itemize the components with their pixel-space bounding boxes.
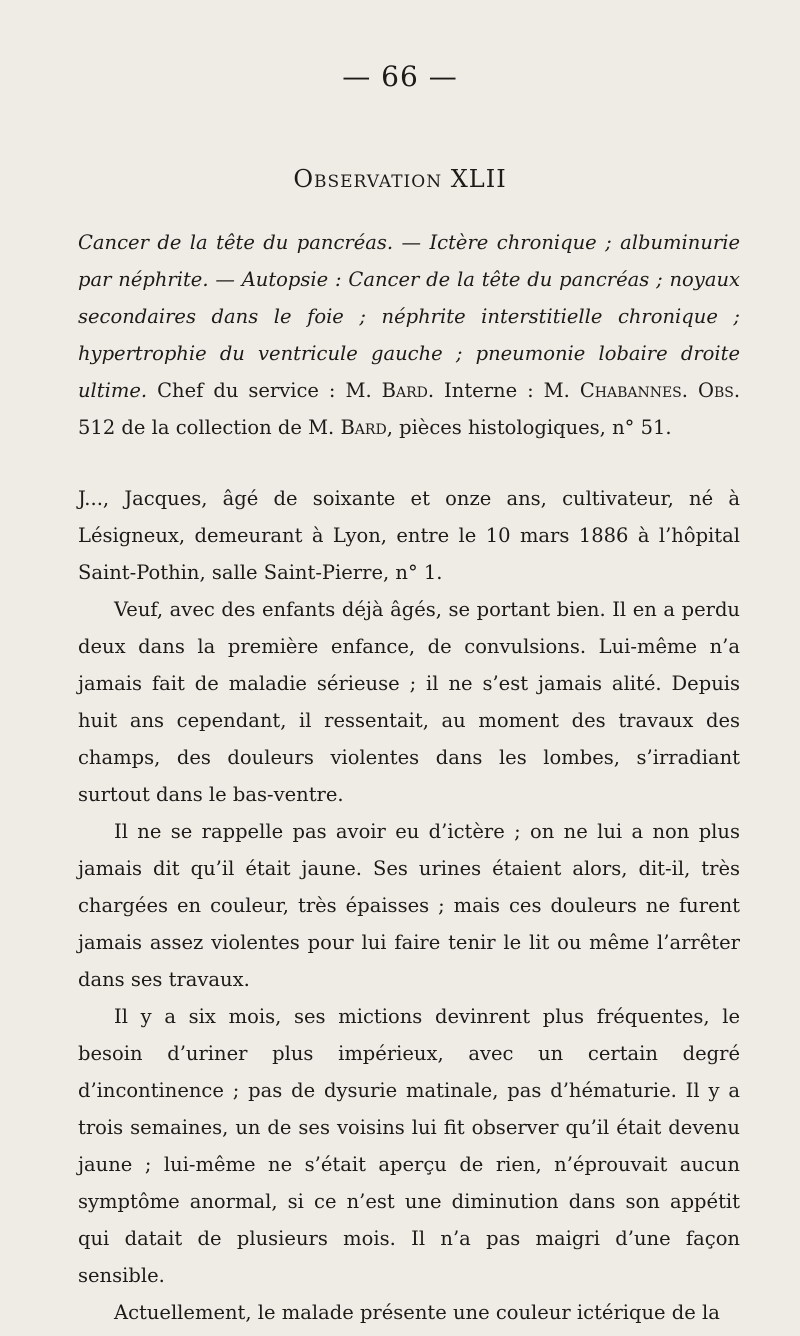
page-number: — 66 — xyxy=(342,60,458,93)
observation-heading: Observation XLII xyxy=(293,165,507,193)
paragraph: Veuf, avec des enfants déjà âgés, se portant bien. Il en a perdu deux dans la première enfance, de convulsions. Lui-même n’a jamais fait de maladie sérieuse ; il ne s’est jamais alité. Depuis huit ans cependant, il ressentait, au moment des travaux des champs, des douleurs violentes dans les lombes, s’irradiant surtout dans le bas-ventre. xyxy=(78,598,740,806)
chef-name: Bard xyxy=(381,379,428,402)
observation-summary xyxy=(78,224,740,446)
observation-body xyxy=(78,480,740,1331)
obs-text: 512 de la collection de M. xyxy=(78,416,335,439)
interne-label: . Interne : M. xyxy=(427,379,570,402)
interne-name: Chabannes xyxy=(579,379,682,402)
paragraph: Actuellement, le malade présente une couleur ictérique de la xyxy=(114,1301,720,1324)
chef-label: Chef du service : M. xyxy=(157,379,372,402)
obs-abbrev: . Obs. xyxy=(681,379,741,402)
collector-name: Bard xyxy=(340,416,387,439)
pieces-text: , pièces histologiques, n° 51. xyxy=(386,416,672,439)
paragraph: Il y a six mois, ses mictions devinrent plus fréquentes, le besoin d’uriner plus impérieux, avec un certain degré d’incontinence ; pas de dysurie matinale, pas d’hématurie. Il y a trois semaines, un de ses voisins lui fit observer qu’il était devenu jaune ; lui-même ne s’était aperçu de rien, n’éprouvait aucun symptôme anormal, si ce n’est une diminution dans son appétit qui datait de plusieurs mois. Il n’a pas maigri d’une façon sensible. xyxy=(78,1005,740,1287)
paragraph: J..., Jacques, âgé de soixante et onze ans, cultivateur, né à Lésigneux, demeurant à Lyon, entre le 10 mars 1886 à l’hôpital Saint-Pothin, salle Saint-Pierre, n° 1. xyxy=(78,487,740,584)
paragraph: Il ne se rappelle pas avoir eu d’ictère ; on ne lui a non plus jamais dit qu’il était jaune. Ses urines étaient alors, dit-il, très chargées en couleur, très épaisses ; mais ces douleurs ne furent jamais assez violentes pour lui faire tenir le lit ou même l’arrêter dans ses travaux. xyxy=(78,820,740,991)
summary-italic: Cancer de la tête du pancréas. — Ictère chronique ; albuminurie par néphrite. — Autopsie : Cancer de la tête du pancréas ; noyaux secondaires dans le foie ; néphrite interstitielle chronique ; hypertrophie du ventricule gauche ; pneumonie lobaire droite ultime. xyxy=(78,231,740,402)
